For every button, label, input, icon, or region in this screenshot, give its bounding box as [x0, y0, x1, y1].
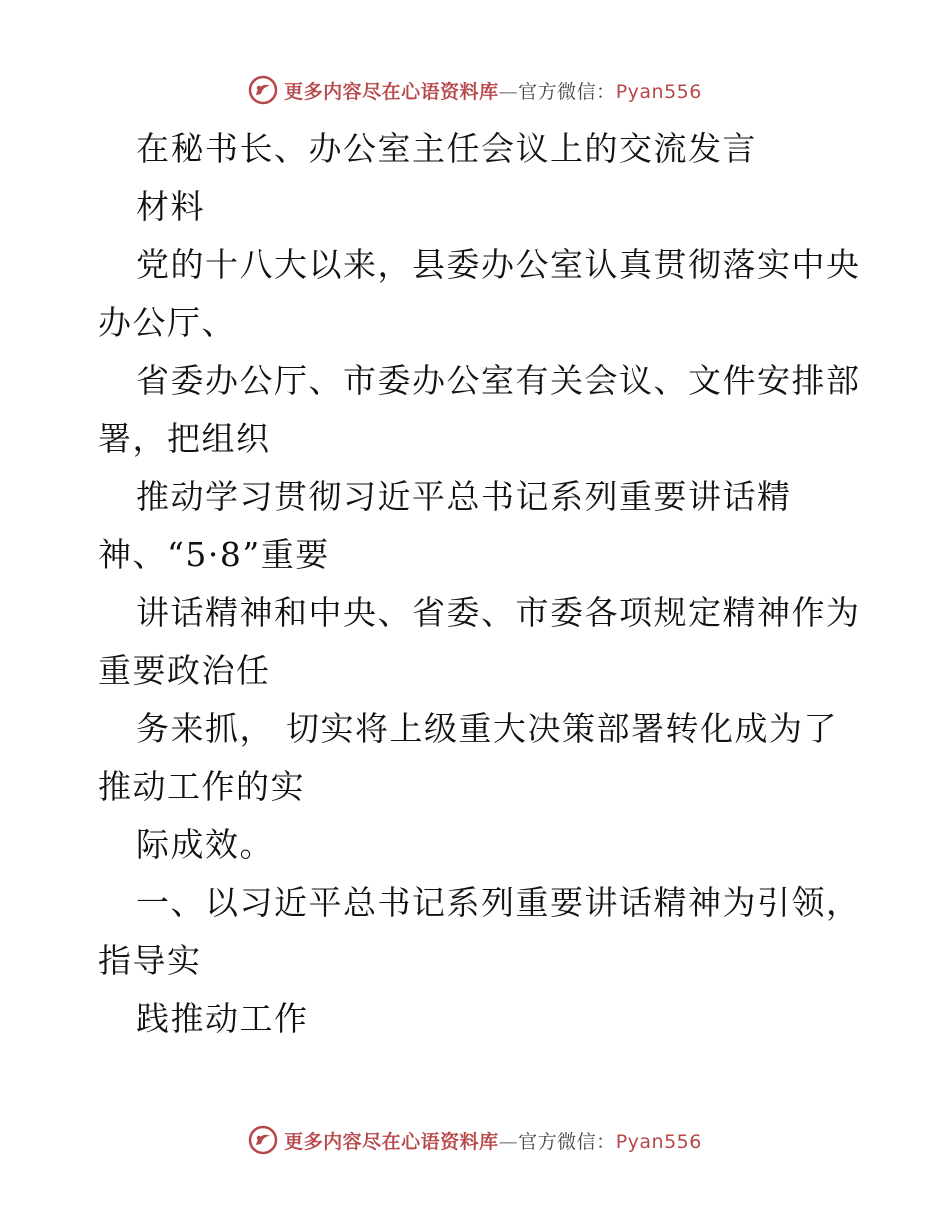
section-heading-line: 一、以习近平总书记系列重要讲话精神为引领， [136, 883, 861, 922]
paragraph-line: 省委办公厅、市委办公室有关会议、文件安排部 [136, 361, 861, 400]
paragraph-line: 推动学习贯彻习近平总书记系列重要讲话精 [136, 477, 792, 516]
section-heading-line: 践推动工作 [136, 999, 309, 1038]
paragraph-line: 务来抓， 切实将上级重大决策部署转化成为了 [136, 709, 838, 748]
red-swirl-logo-icon [248, 75, 278, 105]
watermark-wechat-id: Pyan556 [615, 80, 702, 103]
red-swirl-logo-icon [248, 1125, 278, 1155]
paragraph-line: 推动工作的实 [98, 767, 305, 806]
watermark-wechat-label: 官方微信： [518, 1130, 616, 1153]
document-title-line-1: 在秘书长、办公室主任会议上的交流发言 [136, 129, 757, 168]
watermark-dash: — [498, 1130, 519, 1153]
watermark-text [284, 77, 702, 104]
paragraph-line: 署，把组织 [98, 419, 271, 458]
watermark-wechat-id: Pyan556 [615, 1130, 702, 1153]
watermark-text [284, 1127, 702, 1154]
paragraph-line: 讲话精神和中央、省委、市委各项规定精神作为 [136, 593, 861, 632]
paragraph-line: 重要政治任 [98, 651, 271, 690]
paragraph-line: 际成效。 [136, 825, 274, 864]
watermark-dash: — [498, 80, 519, 103]
footer-watermark [0, 1120, 950, 1160]
document-body [98, 120, 861, 1048]
document-title-line-2: 材料 [136, 187, 205, 226]
section-heading-line: 指导实 [98, 941, 202, 980]
paragraph-line: 党的十八大以来，县委办公室认真贯彻落实中央 [136, 245, 861, 284]
paragraph-line: 办公厅、 [98, 303, 236, 342]
paragraph-line: 神、“5·8”重要 [98, 535, 330, 574]
header-watermark [0, 70, 950, 110]
watermark-wechat-label: 官方微信： [518, 80, 616, 103]
watermark-brand: 更多内容尽在心语资料库 [284, 80, 499, 103]
watermark-brand: 更多内容尽在心语资料库 [284, 1130, 499, 1153]
